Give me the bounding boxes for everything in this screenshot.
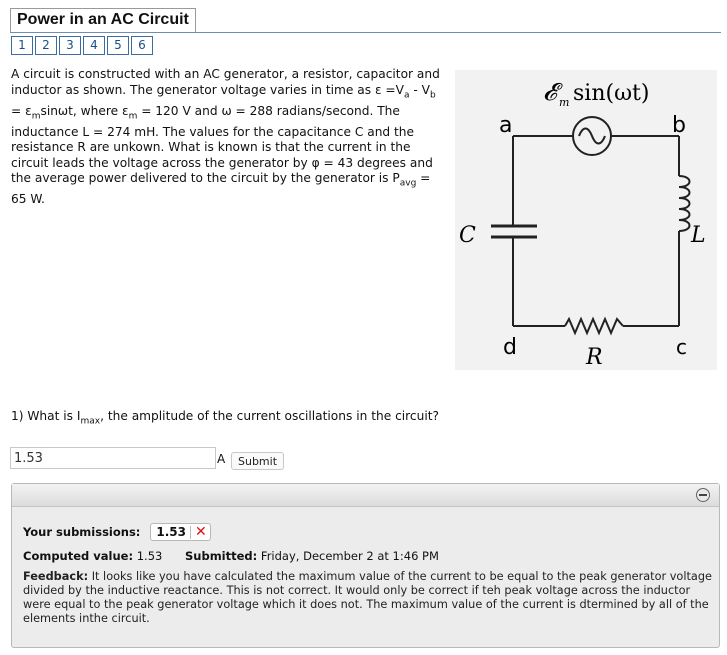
computed-row	[23, 549, 439, 563]
inductor-coil	[679, 176, 690, 231]
feedback-label: Feedback:	[23, 570, 89, 583]
node-b-label: b	[672, 113, 686, 138]
tab-1[interactable]: 1	[11, 36, 33, 55]
tab-3[interactable]: 3	[59, 36, 81, 55]
capacitor-label: C	[459, 223, 476, 248]
submit-button[interactable]: Submit	[231, 452, 284, 470]
results-panel	[11, 483, 720, 648]
emf-function: sin(ωt)	[573, 81, 650, 106]
node-d-label: d	[503, 335, 517, 360]
title-divider	[10, 32, 721, 33]
emf-subscript: m	[559, 96, 570, 109]
resistor-label: R	[586, 345, 603, 370]
page-title: Power in an AC Circuit	[10, 8, 196, 32]
node-a-label: a	[499, 113, 513, 138]
tab-6[interactable]: 6	[131, 36, 153, 55]
resistor-zigzag	[565, 319, 623, 333]
computed-label: Computed value:	[23, 549, 134, 563]
answer-input[interactable]	[10, 447, 216, 469]
results-panel-header	[12, 484, 719, 507]
question-text: 1) What is $I_{max}$, the amplitude of the current oscillations in the circuit?	[11, 409, 439, 427]
circuit-diagram	[455, 70, 717, 370]
computed-value: 1.53	[136, 549, 163, 563]
tab-4[interactable]: 4	[83, 36, 105, 55]
collapse-icon[interactable]	[696, 488, 710, 502]
problem-tabs	[11, 36, 155, 55]
submission-chip[interactable]	[150, 523, 210, 541]
unit-label: A	[217, 452, 226, 466]
tab-5[interactable]: 5	[107, 36, 129, 55]
incorrect-x-icon: ✕	[195, 524, 207, 540]
submissions-label: Your submissions:	[23, 525, 141, 539]
inductor-label: L	[691, 223, 706, 248]
submitted-info	[185, 549, 439, 563]
tab-2[interactable]: 2	[35, 36, 57, 55]
feedback-text: Feedback: It looks like you have calculated the maximum value of the current to be equal to the peak generator voltage divided by the inductive reactance. This is not correct. It would only be correct if teh peak voltage across the inductor were equal to the peak generator voltage which it does not. The maximum value of the current is dtermined by all of the elements inthe circuit.	[23, 570, 712, 625]
emf-symbol: 𝓔	[543, 78, 557, 106]
node-c-label: c	[676, 335, 687, 359]
submitted-value: Friday, December 2 at 1:46 PM	[260, 549, 439, 563]
submissions-row	[23, 523, 211, 541]
submission-value: 1.53	[156, 525, 186, 539]
submitted-label: Submitted:	[185, 549, 258, 563]
problem-statement: A circuit is constructed with an AC generator, a resistor, capacitor and inductor as shown. The generator voltage varies in time as $\varepsilon =V_a - V_b = \varepsilon_m\sin\omega t$, where $\varepsilon_m = 120$ V and ω = 288 radians/second. The inductance L = 274 mH. The values for the capacitance C and the resistance R are unkown. What is known is that the current in the circuit leads the voltage across the generator by φ = 43 degrees and the average power delivered to the circuit by the generator is $P_{avg} = 65$ W.	[11, 67, 440, 207]
